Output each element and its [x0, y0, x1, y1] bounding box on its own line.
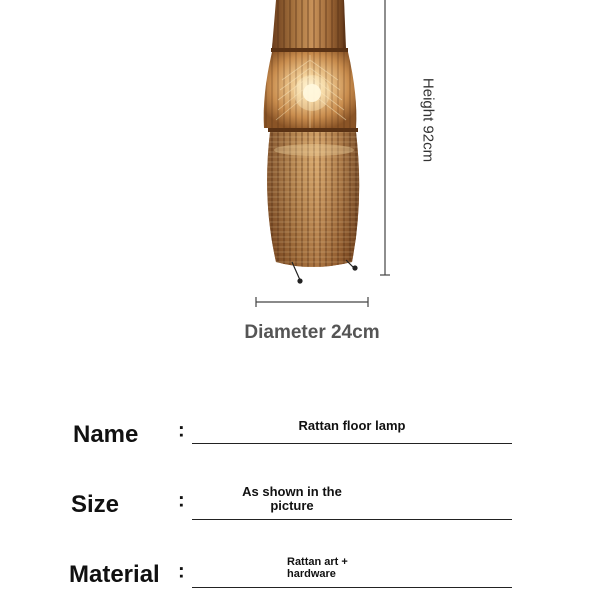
height-label: Height 92cm [419, 77, 437, 163]
height-dimension-line [380, 0, 390, 275]
spec-value-size [192, 485, 392, 514]
spec-value-line: Rattan floor lamp [298, 418, 406, 433]
spec-underline [192, 443, 512, 444]
spec-colon: : [178, 489, 185, 512]
spec-underline [192, 519, 512, 520]
diameter-dimension-line [256, 297, 368, 307]
spec-underline [192, 587, 512, 588]
spec-colon: : [178, 560, 185, 583]
spec-value-line: hardware [287, 567, 336, 580]
spec-label-size: Size [71, 491, 120, 518]
spec-label-material: Material [69, 561, 160, 588]
diameter-label: Diameter 24cm [244, 322, 380, 343]
spec-value-line: As shown in the [242, 484, 342, 499]
lamp-shade [264, 0, 360, 267]
spec-value-name [192, 419, 512, 433]
spec-value-line: Rattan art + [287, 556, 348, 568]
spec-value-material [287, 557, 348, 580]
spec-label-name: Name [73, 421, 139, 448]
spec-colon: : [178, 419, 185, 442]
spec-value-line: picture [270, 498, 314, 514]
